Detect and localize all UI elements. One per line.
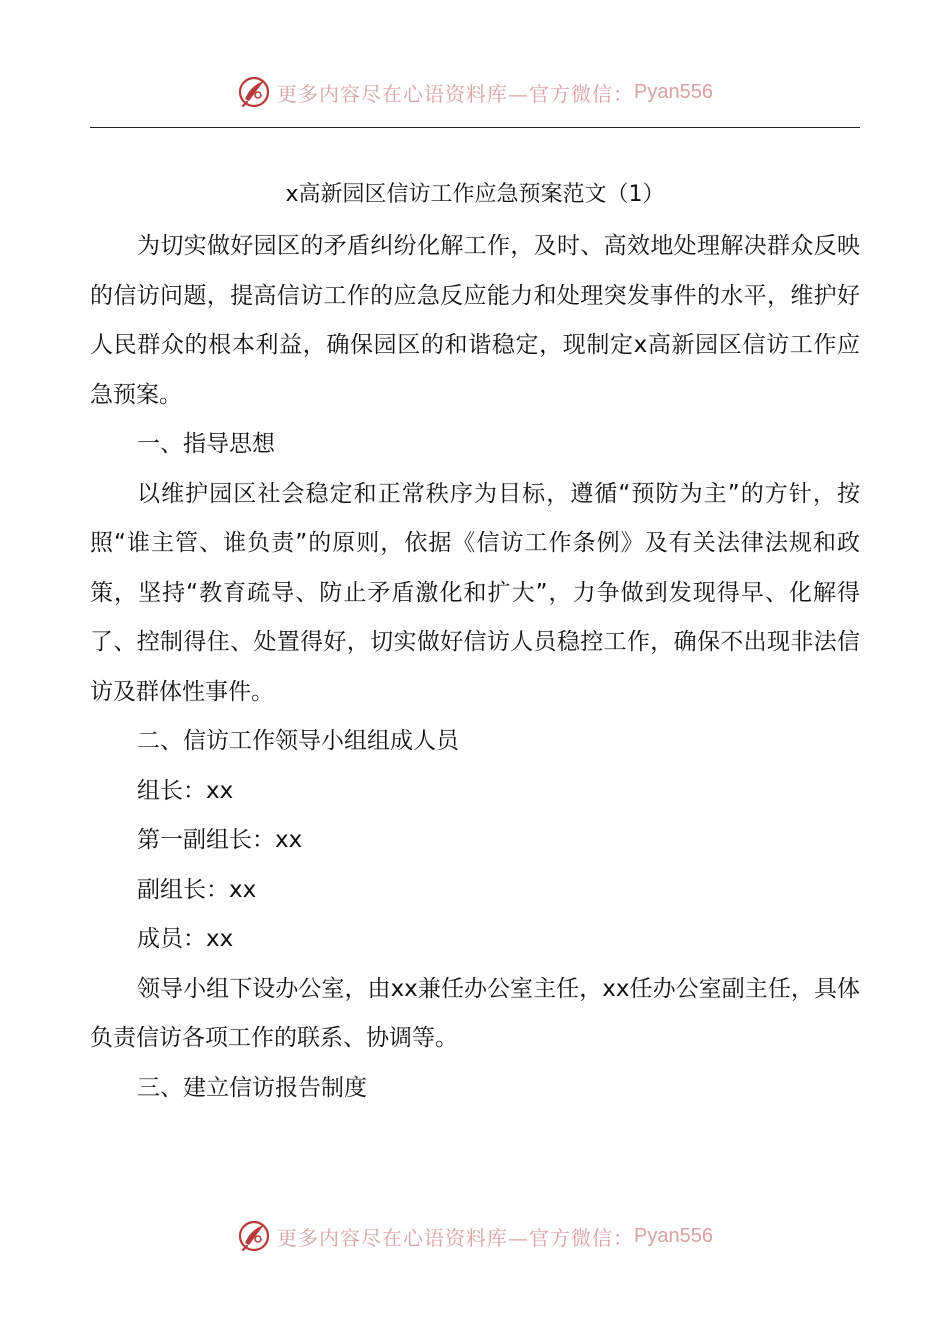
banner-wechat-id: Pyan556 [634,80,713,103]
header-banner [0,72,950,112]
pen-logo-icon [237,75,271,109]
document-body [90,170,860,1113]
section-heading-guiding-ideology: 一、指导思想 [137,431,275,457]
banner-wechat-id: Pyan556 [634,1224,713,1247]
member-leader: 组长：xx [137,777,234,804]
pen-logo-icon [237,1219,271,1253]
paragraph-office: 领导小组下设办公室，由xx兼任办公室主任，xx任办公室副主任，具体负责信访各项工作的联系、协调等。 [90,975,860,1051]
footer-banner [0,1216,950,1256]
section-heading-leadership-group: 二、信访工作领导小组组成人员 [137,728,459,754]
paragraph-intro: 为切实做好园区的矛盾纠纷化解工作，及时、高效地处理解决群众反映的信访问题，提高信访工作的应急反应能力和处理突发事件的水平，维护好人民群众的根本利益，确保园区的和谐稳定，现制定x高新园区信访工作应急预案。 [90,233,860,408]
banner-text: 更多内容尽在心语资料库—官方微信： [277,81,635,106]
header-divider [90,127,860,128]
banner-text: 更多内容尽在心语资料库—官方微信： [277,1225,635,1250]
paragraph-guiding-ideology: 以维护园区社会稳定和正常秩序为目标，遵循“预防为主”的方针，按照“谁主管、谁负责”的原则，依据《信访工作条例》及有关法律法规和政策，坚持“教育疏导、防止矛盾激化和扩大”，力争做到发现得早、化解得了、控制得住、处置得好，切实做好信访人员稳控工作，确保不出现非法信访及群体性事件。 [90,480,860,705]
member-deputy: 副组长：xx [137,876,257,903]
member-members: 成员：xx [137,926,234,952]
member-first-deputy: 第一副组长：xx [137,827,303,853]
document-title: x高新园区信访工作应急预案范文（1） [285,182,665,207]
section-heading-reporting-system: 三、建立信访报告制度 [137,1074,367,1101]
